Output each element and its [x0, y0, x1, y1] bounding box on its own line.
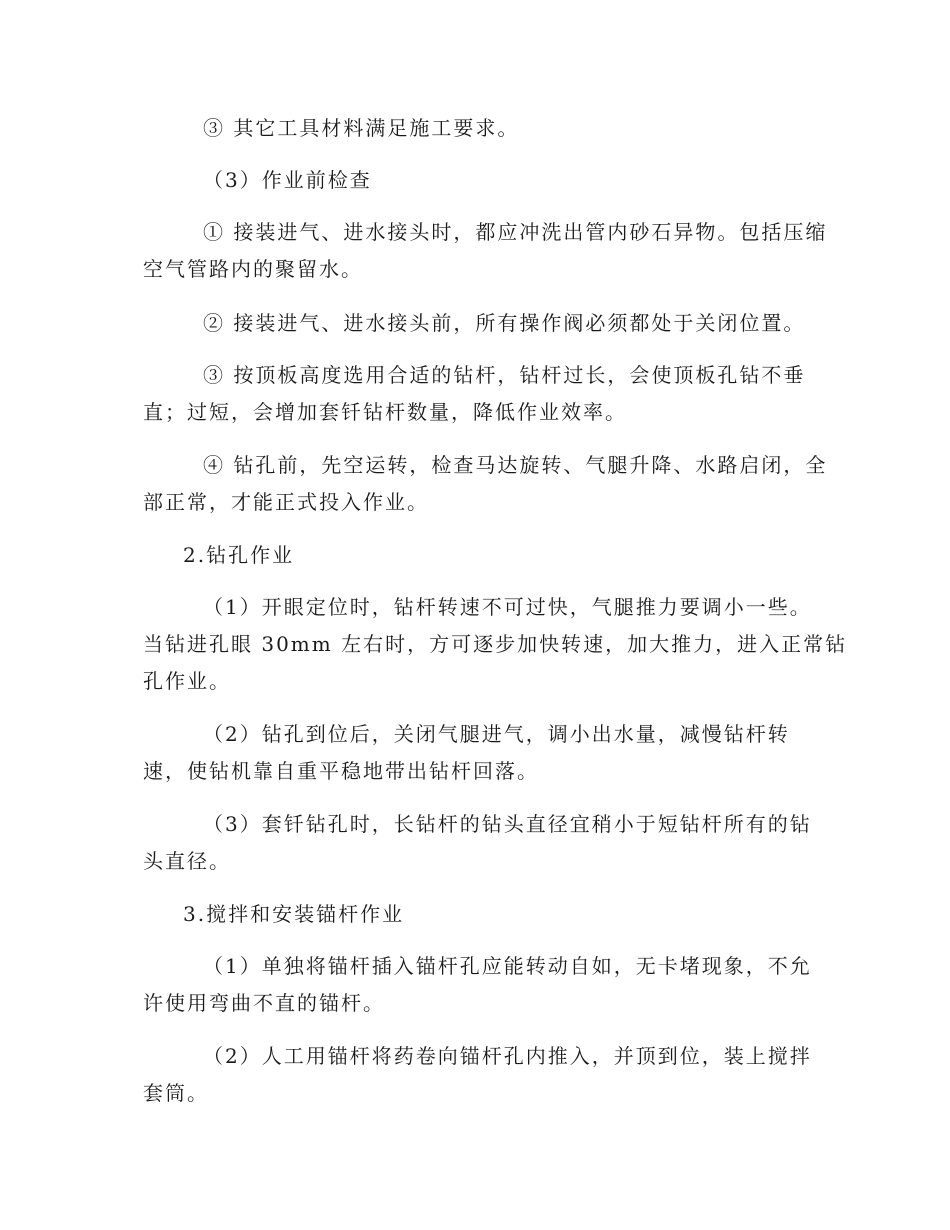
- paragraph: [143, 806, 813, 880]
- text-line: ③ 其它工具材料满足施工要求。: [203, 116, 520, 140]
- text-line: （2）人工用锚杆将药卷向锚杆孔内推入，并顶到位，装上搅拌: [203, 1044, 812, 1068]
- text-line: 部正常，才能正式投入作业。: [143, 490, 429, 514]
- text-line: 套筒。: [143, 1081, 209, 1105]
- text-line: （1）单独将锚杆插入锚杆孔应能转动自如，无卡堵现象，不允: [203, 954, 812, 978]
- text-line: 速，使钻机靠自重平稳地带出钻杆回落。: [143, 759, 539, 783]
- text-line: 许使用弯曲不直的锚杆。: [143, 991, 385, 1015]
- section-heading: [143, 537, 813, 574]
- paragraph: [143, 1038, 813, 1112]
- section-heading: [143, 896, 813, 933]
- text-line: 头直径。: [143, 849, 231, 873]
- text-line: 直；过短，会增加套钎钻杆数量，降低作业效率。: [143, 400, 627, 424]
- paragraph: [143, 110, 813, 147]
- paragraph: [143, 357, 813, 431]
- text-line: （3）套钎钻孔时，长钻杆的钻头直径宜稍小于短钻杆所有的钻: [203, 812, 812, 836]
- text-line: ③ 按顶板高度选用合适的钻杆，钻杆过长，会使顶板孔钻不垂: [203, 363, 806, 387]
- paragraph: [143, 214, 828, 288]
- paragraph: [143, 589, 848, 700]
- text-line: （2）钻孔到位后，关闭气腿进气，调小出水量，减慢钻杆转: [203, 722, 790, 746]
- text-line: 3.搅拌和安装锚杆作业: [183, 902, 405, 926]
- text-line: （1）开眼定位时，钻杆转速不可过快，气腿推力要调小一些。: [203, 595, 812, 619]
- text-line: 2.钻孔作业: [183, 543, 295, 567]
- text-line: ② 接装进气、进水接头前，所有操作阀必须都处于关闭位置。: [203, 311, 806, 335]
- paragraph: [143, 305, 813, 342]
- text-line: ④ 钻孔前，先空运转，检查马达旋转、气腿升降、水路启闭，全: [203, 453, 828, 477]
- text-line: 当钻进孔眼 30mm 左右时，方可逐步加快转速，加大推力，进入正常钻: [143, 632, 848, 656]
- paragraph: [143, 948, 813, 1022]
- text-line: 孔作业。: [143, 669, 231, 693]
- text-line: （3）作业前检查: [203, 168, 372, 192]
- section-heading: [143, 162, 813, 199]
- paragraph: [143, 716, 813, 790]
- paragraph: [143, 447, 828, 521]
- text-line: 空气管路内的聚留水。: [143, 257, 363, 281]
- text-line: ① 接装进气、进水接头时，都应冲洗出管内砂石异物。包括压缩: [203, 220, 828, 244]
